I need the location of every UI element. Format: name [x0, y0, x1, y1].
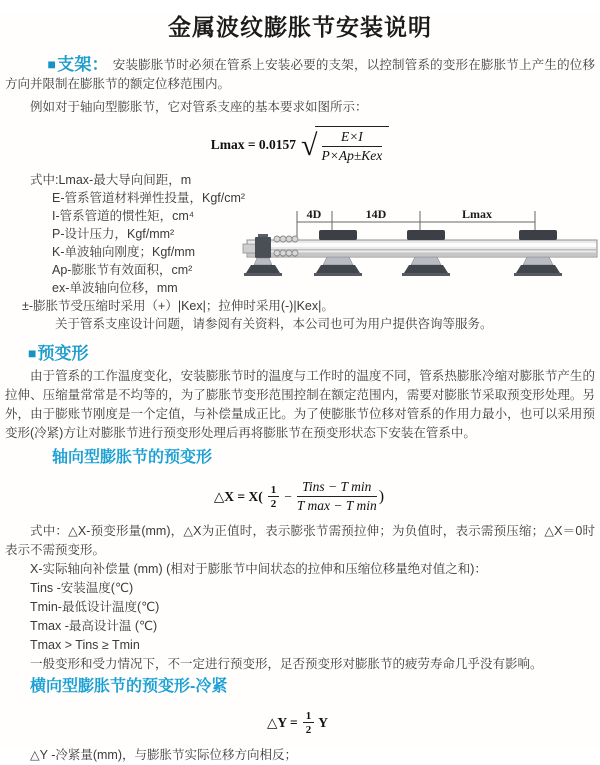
support-note-text: 关于管系支座设计问题，请参阅有关资料，本公司也可为用户提供咨询等服务。 — [55, 317, 493, 331]
lateral-formula-rhs: Y — [318, 715, 328, 730]
lateral-desc-text: △Y -冷紧量(mm)，与膨胀节实际位移方向相反； — [30, 748, 298, 762]
dim-label-14d: 14D — [365, 207, 387, 221]
definition-item: X-实际轴向补偿量 (mm) (相对于膨胀节中间状态的拉伸和压缩位移量绝对值之和)： — [30, 562, 487, 576]
preform-body-text: 由于管系的工作温度变化，安装膨胀节时的温度与工作时的温度不同，管系热膨胀冷缩对膨胀节产生的拉伸、压缩量常常是不均等的，为了膨胀节变形范围控制在额定范围内，需要对膨胀节采取预变形处理。另外，由于膨账节刚度是一个定值，与补偿量成正比。为了使膨胀节位移对管系的作用力最小，也可以采用预变形(冷紧)方让对膨胀节进行预变形处理后再将膨胀节在预变形状态下安装在管系中。 — [5, 369, 595, 440]
lateral-subsection-heading: 横向型膨胀节的预变形-冷紧 — [30, 678, 228, 695]
lmax-fraction — [322, 129, 383, 164]
lmax-fraction-denominator: P×Ap±Kex — [321, 148, 383, 163]
definition-item: Ap-膨胀节有效面积，cm² — [52, 263, 193, 277]
lateral-formula-lhs: △Y = — [267, 715, 298, 730]
definition-item: Tmax > Tins ≥ Tmin — [30, 638, 140, 652]
lateral-formula — [267, 710, 333, 736]
axial-definitions-list — [30, 560, 600, 655]
fraction-denominator: 2 — [305, 724, 312, 736]
definition-item: Tmax -最高设计温 (℃) — [30, 619, 158, 633]
definition-item: ±-膨胀节受压缩时采用（+）|Kex|；拉伸时采用(-)|Kex|。 — [22, 299, 334, 313]
definition-item: K-单波轴向刚度；Kgf/mm — [52, 245, 196, 259]
axial-closing-text: 一般变形和受力情况下，不一定进行预变形，足否预变形对膨胀节的疲劳寿命几乎没有影响。 — [30, 657, 543, 671]
axial-subsection-heading: 轴向型膨胀节的预变形 — [52, 449, 213, 466]
definition-item: E-管系管道材料弹性投量，Kgf/cm² — [52, 191, 246, 205]
definition-item: I-管系管道的惯性矩，cm⁴ — [52, 209, 195, 223]
definition-item: Tmin-最低设计温度(℃) — [30, 600, 160, 614]
fraction-numerator: Tins − T min — [297, 479, 377, 497]
lmax-formula-radicand — [315, 126, 390, 164]
support-example-text: 例如对于轴向型膨胀节，它对管系支座的基本要求如图所示： — [30, 100, 368, 114]
document-page — [0, 12, 600, 762]
preform-section-header — [28, 342, 600, 365]
sqrt-radical-icon: √ — [301, 128, 318, 162]
axial-formula-lhs: △X = X( — [213, 488, 263, 504]
fraction-numerator: 1 — [303, 710, 315, 723]
section-square-icon: ■ — [28, 345, 37, 361]
support-paragraph — [5, 55, 595, 94]
one-half-fraction — [268, 484, 280, 510]
lmax-formula-lhs: Lmax = 0.0157 — [210, 137, 297, 152]
fraction-numerator: 1 — [268, 484, 280, 497]
lmax-fraction-numerator: E×I — [322, 129, 383, 147]
section-square-icon: ■ — [47, 56, 57, 72]
page-title: 金属波纹膨胀节安装说明 — [168, 14, 432, 40]
temperature-fraction — [297, 479, 377, 514]
definition-item: P-设计压力，Kgf/mm² — [52, 227, 175, 241]
definition-item: 式中:Lmax-最大导向间距，m — [30, 173, 192, 187]
pipe-support-diagram — [241, 204, 599, 284]
support-section-label: 支架： — [57, 55, 109, 74]
fraction-denominator: T max − T min — [296, 498, 377, 513]
support-intro-text: 安装膨胀节时必须在管系上安装必要的支架，以控制管系的变形在膨胀节上产生的位移方向并限制在膨胀节的额定位移范围内。 — [5, 58, 595, 91]
one-half-fraction — [303, 710, 315, 736]
axial-desc-text: 式中：△X-预变形量(mm)，△X为正值时，表示膨张节需预拉伸；为负值时，表示需预压缩；△X＝0时表示不需预变形。 — [5, 524, 595, 557]
lmax-formula — [211, 126, 390, 164]
minus-operator: − — [284, 488, 292, 504]
dim-label-4d: 4D — [306, 207, 322, 221]
fraction-denominator: 2 — [270, 497, 277, 510]
close-paren: ) — [378, 487, 385, 505]
preform-section-label: 预变形 — [37, 344, 89, 363]
definition-item: ex-单波轴向位移，mm — [52, 281, 178, 295]
axial-formula — [214, 479, 386, 514]
pipe — [247, 240, 597, 257]
dim-label-lmax: Lmax — [462, 207, 492, 221]
definition-item: Tins -安装温度(℃) — [30, 581, 134, 595]
